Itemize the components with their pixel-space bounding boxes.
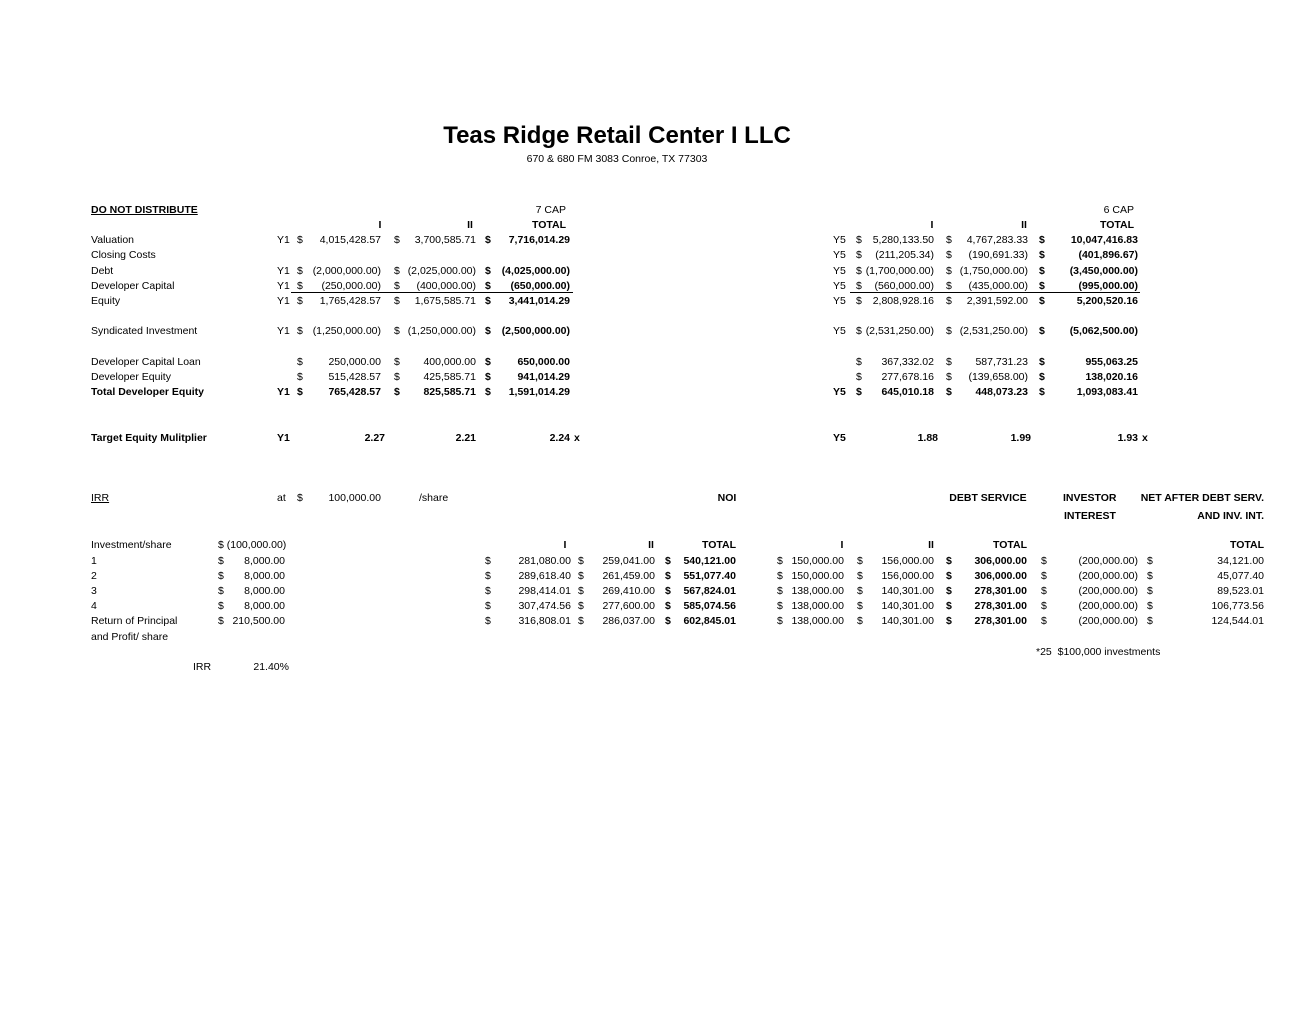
currency-sign: $ [946, 600, 952, 612]
valuation-right-i-value: 367,332.02 [881, 356, 934, 368]
currency-sign: $ [394, 356, 400, 368]
investor-interest-value: (200,000.00) [1078, 600, 1138, 612]
multiplier-left-i: 2.27 [364, 432, 385, 444]
currency-sign: $ [856, 371, 862, 383]
irr-result-label: IRR [193, 661, 212, 673]
valuation-left-ii-value: (2,025,000.00) [407, 265, 476, 277]
noi-col-header-total: TOTAL [701, 539, 736, 551]
valuation-row-label: Debt [91, 265, 114, 277]
subtotal-rule-left [291, 292, 573, 293]
multiplier-left-total: 2.24 [549, 432, 570, 444]
currency-sign: $ [856, 356, 862, 368]
noi-i-value: 281,080.00 [518, 555, 571, 567]
multiplier-label: Target Equity Mulitplier [91, 432, 207, 444]
debt-service-total-value: 278,301.00 [974, 585, 1027, 597]
net-header-line2: AND INV. INT. [1197, 510, 1264, 522]
currency-sign: $ [946, 234, 952, 246]
currency-sign: $ [578, 600, 584, 612]
multiplier-left-year: Y1 [277, 432, 290, 444]
currency-sign: $ [485, 234, 491, 246]
currency-sign: $ [665, 585, 671, 597]
cashflow-row-label: 3 [91, 585, 97, 597]
valuation-right-total-value: (995,000.00) [1078, 280, 1138, 292]
right-cap-rate: 6 CAP [1103, 204, 1134, 216]
currency-sign: $ [578, 555, 584, 567]
currency-sign: $ [485, 295, 491, 307]
valuation-left-year: Y1 [277, 234, 290, 246]
noi-ii-value: 259,041.00 [602, 555, 655, 567]
currency-sign: $ [394, 386, 400, 398]
valuation-right-total-value: 138,020.16 [1085, 371, 1138, 383]
valuation-right-total-value: 10,047,416.83 [1070, 234, 1138, 246]
currency-sign: $ [1039, 386, 1045, 398]
right-col-header-ii: II [1021, 219, 1027, 231]
debt-service-i-value: 150,000.00 [791, 555, 844, 567]
currency-sign: $ [856, 295, 862, 307]
currency-sign: $ [297, 234, 303, 246]
currency-sign: $ [665, 570, 671, 582]
investor-interest-value: (200,000.00) [1078, 570, 1138, 582]
investor-interest-header-line1: INVESTOR [1063, 492, 1117, 504]
currency-sign: $ [946, 585, 952, 597]
valuation-right-ii-value: 448,073.23 [975, 386, 1028, 398]
valuation-right-year: Y5 [833, 295, 846, 307]
valuation-left-total-value: 650,000.00 [517, 356, 570, 368]
currency-sign: $ [946, 325, 952, 337]
currency-sign: $ [578, 585, 584, 597]
currency-sign: $ [297, 295, 303, 307]
valuation-right-ii-value: (190,691.33) [968, 249, 1028, 261]
cashflow-row-label: Return of Principal [91, 615, 178, 627]
debt-service-ii-value: 156,000.00 [881, 570, 934, 582]
valuation-right-ii-value: (1,750,000.00) [959, 265, 1028, 277]
noi-col-header-i: I [563, 539, 567, 551]
currency-sign: $ [394, 295, 400, 307]
irr-result-value: 21.40% [253, 661, 289, 673]
currency-sign: $ [946, 386, 952, 398]
debt-service-total-value: 278,301.00 [974, 600, 1027, 612]
currency-sign: $ [777, 615, 783, 627]
multiplier-left-x: x [574, 432, 580, 444]
currency-sign: $ [946, 295, 952, 307]
currency-sign: $ [777, 585, 783, 597]
cashflow-per-share: 8,000.00 [244, 585, 285, 597]
debt-service-i-value: 150,000.00 [791, 570, 844, 582]
valuation-right-total-value: 955,063.25 [1085, 356, 1138, 368]
currency-sign: $ [485, 615, 491, 627]
investor-interest-value: (200,000.00) [1078, 555, 1138, 567]
currency-sign: $ [485, 356, 491, 368]
currency-sign: $ [1147, 615, 1153, 627]
irr-per-share-label: /share [419, 492, 449, 504]
currency-sign: $ [1147, 570, 1153, 582]
investment-per-share-label: Investment/share [91, 539, 172, 551]
valuation-right-ii-value: (435,000.00) [968, 280, 1028, 292]
currency-sign: $ [394, 280, 400, 292]
noi-i-value: 298,414.01 [518, 585, 571, 597]
noi-i-value: 307,474.56 [518, 600, 571, 612]
valuation-right-i-value: 2,808,928.16 [872, 295, 934, 307]
irr-section-label: IRR [91, 492, 110, 504]
valuation-left-year: Y1 [277, 325, 290, 337]
currency-sign: $ [777, 570, 783, 582]
investor-interest-header-line2: INTEREST [1064, 510, 1116, 522]
noi-ii-value: 277,600.00 [602, 600, 655, 612]
currency-sign: $ [297, 371, 303, 383]
left-col-header-i: I [378, 219, 382, 231]
valuation-row-label: Total Developer Equity [91, 386, 204, 398]
valuation-left-i-value: (250,000.00) [321, 280, 381, 292]
currency-sign: $ [777, 555, 783, 567]
currency-sign: $ [485, 371, 491, 383]
valuation-left-ii-value: 425,585.71 [423, 371, 476, 383]
currency-sign: $ [946, 280, 952, 292]
valuation-row-label: Syndicated Investment [91, 325, 198, 337]
valuation-left-year: Y1 [277, 280, 290, 292]
valuation-right-ii-value: 587,731.23 [975, 356, 1028, 368]
currency-sign: $ [485, 555, 491, 567]
valuation-left-ii-value: 1,675,585.71 [414, 295, 476, 307]
right-col-header-total: TOTAL [1099, 219, 1134, 231]
debt-service-total-value: 278,301.00 [974, 615, 1027, 627]
valuation-left-ii-value: (1,250,000.00) [407, 325, 476, 337]
multiplier-right-ii: 1.99 [1010, 432, 1031, 444]
return-label-line2: and Profit/ share [91, 631, 169, 643]
currency-sign: $ [485, 265, 491, 277]
net-after-debt-value: 124,544.01 [1211, 615, 1264, 627]
currency-sign: $ [1041, 615, 1047, 627]
valuation-left-ii-value: 400,000.00 [423, 356, 476, 368]
valuation-right-total-value: (5,062,500.00) [1069, 325, 1138, 337]
valuation-left-i-value: 4,015,428.57 [319, 234, 381, 246]
debt-service-i-value: 138,000.00 [791, 600, 844, 612]
currency-sign: $ [856, 265, 862, 277]
noi-col-header-ii: II [648, 539, 654, 551]
noi-ii-value: 261,459.00 [602, 570, 655, 582]
valuation-left-total-value: 7,716,014.29 [508, 234, 570, 246]
valuation-right-year: Y5 [833, 249, 846, 261]
valuation-right-year: Y5 [833, 325, 846, 337]
valuation-left-i-value: (1,250,000.00) [312, 325, 381, 337]
cashflow-per-share: 8,000.00 [244, 570, 285, 582]
valuation-right-total-value: 1,093,083.41 [1076, 386, 1138, 398]
valuation-left-i-value: 250,000.00 [328, 356, 381, 368]
currency-sign: $ [218, 585, 224, 597]
currency-sign: $ [1147, 600, 1153, 612]
valuation-right-i-value: 277,678.16 [881, 371, 934, 383]
valuation-right-total-value: (401,896.67) [1078, 249, 1138, 261]
valuation-right-year: Y5 [833, 386, 846, 398]
currency-sign: $ [946, 371, 952, 383]
currency-sign: $ [1039, 325, 1045, 337]
multiplier-right-year: Y5 [833, 432, 846, 444]
valuation-right-i-value: (2,531,250.00) [865, 325, 934, 337]
debt-service-header: DEBT SERVICE [949, 492, 1027, 504]
currency-sign: $ [665, 600, 671, 612]
valuation-right-ii-value: 2,391,592.00 [966, 295, 1028, 307]
valuation-right-year: Y5 [833, 234, 846, 246]
currency-sign: $ [485, 600, 491, 612]
noi-total-value: 551,077.40 [683, 570, 736, 582]
valuation-row-label: Equity [91, 295, 121, 307]
debt-service-ii-value: 140,301.00 [881, 585, 934, 597]
currency-sign: $ [1039, 234, 1045, 246]
distribution-notice: DO NOT DISTRIBUTE [91, 204, 198, 216]
currency-sign: $ [1039, 265, 1045, 277]
net-after-debt-value: 45,077.40 [1217, 570, 1264, 582]
currency-sign: $ [946, 265, 952, 277]
debt-service-ii-value: 156,000.00 [881, 555, 934, 567]
currency-sign: $ [1041, 585, 1047, 597]
valuation-right-year: Y5 [833, 280, 846, 292]
currency-sign: $ [1039, 280, 1045, 292]
currency-sign: $ [946, 570, 952, 582]
currency-sign: $ [1147, 585, 1153, 597]
left-cap-rate: 7 CAP [535, 204, 566, 216]
noi-ii-value: 269,410.00 [602, 585, 655, 597]
noi-total-value: 540,121.00 [683, 555, 736, 567]
currency-sign: $ [485, 570, 491, 582]
left-col-header-ii: II [467, 219, 473, 231]
currency-sign: $ [578, 615, 584, 627]
valuation-left-year: Y1 [277, 386, 290, 398]
left-col-header-total: TOTAL [531, 219, 566, 231]
currency-sign: $ [394, 265, 400, 277]
valuation-row-label: Developer Capital [91, 280, 175, 292]
valuation-right-year: Y5 [833, 265, 846, 277]
currency-sign: $ [1039, 295, 1045, 307]
noi-header: NOI [717, 492, 737, 504]
irr-dollar-sign: $ [297, 492, 303, 504]
currency-sign: $ [297, 325, 303, 337]
net-header-line1: NET AFTER DEBT SERV. [1140, 492, 1264, 504]
currency-sign: $ [1041, 555, 1047, 567]
currency-sign: $ [856, 249, 862, 261]
valuation-left-i-value: 515,428.57 [328, 371, 381, 383]
currency-sign: $ [297, 386, 303, 398]
valuation-left-total-value: (2,500,000.00) [501, 325, 570, 337]
currency-sign: $ [1041, 570, 1047, 582]
investment-footnote: *25 $100,000 investments [1036, 646, 1161, 658]
noi-total-value: 602,845.01 [683, 615, 736, 627]
noi-total-value: 567,824.01 [683, 585, 736, 597]
cashflow-per-share: 8,000.00 [244, 600, 285, 612]
currency-sign: $ [218, 615, 224, 627]
cashflow-per-share: 210,500.00 [232, 615, 285, 627]
currency-sign: $ [394, 234, 400, 246]
currency-sign: $ [218, 600, 224, 612]
cashflow-row-label: 4 [91, 600, 97, 612]
cashflow-per-share: 8,000.00 [244, 555, 285, 567]
ds-col-header-ii: II [928, 539, 934, 551]
valuation-left-ii-value: (400,000.00) [416, 280, 476, 292]
debt-service-i-value: 138,000.00 [791, 585, 844, 597]
ds-col-header-total: TOTAL [992, 539, 1027, 551]
currency-sign: $ [394, 325, 400, 337]
right-col-header-i: I [930, 219, 934, 231]
debt-service-ii-value: 140,301.00 [881, 600, 934, 612]
valuation-row-label: Developer Capital Loan [91, 356, 201, 368]
currency-sign: $ [1039, 249, 1045, 261]
cashflow-row-label: 1 [91, 555, 97, 567]
currency-sign: $ [856, 325, 862, 337]
ds-col-header-i: I [840, 539, 844, 551]
currency-sign: $ [857, 600, 863, 612]
valuation-left-total-value: (650,000.00) [510, 280, 570, 292]
valuation-left-ii-value: 825,585.71 [423, 386, 476, 398]
net-col-header-total: TOTAL [1229, 539, 1264, 551]
currency-sign: $ [946, 356, 952, 368]
valuation-right-ii-value: (2,531,250.00) [959, 325, 1028, 337]
currency-sign: $ [297, 356, 303, 368]
multiplier-left-ii: 2.21 [455, 432, 476, 444]
currency-sign: $ [857, 570, 863, 582]
valuation-row-label: Developer Equity [91, 371, 171, 383]
currency-sign: $ [578, 570, 584, 582]
valuation-row-label: Closing Costs [91, 249, 156, 261]
currency-sign: $ [946, 555, 952, 567]
currency-sign: $ [218, 570, 224, 582]
currency-sign: $ [1147, 555, 1153, 567]
valuation-row-label: Valuation [91, 234, 135, 246]
currency-sign: $ [218, 555, 224, 567]
valuation-left-total-value: 941,014.29 [517, 371, 570, 383]
valuation-right-i-value: 5,280,133.50 [872, 234, 934, 246]
currency-sign: $ [485, 325, 491, 337]
debt-service-ii-value: 140,301.00 [881, 615, 934, 627]
noi-i-value: 289,618.40 [518, 570, 571, 582]
multiplier-right-total: 1.93 [1117, 432, 1138, 444]
valuation-left-year: Y1 [277, 265, 290, 277]
net-after-debt-value: 34,121.00 [1217, 555, 1264, 567]
currency-sign: $ [857, 615, 863, 627]
valuation-left-total-value: 3,441,014.29 [508, 295, 570, 307]
valuation-left-total-value: 1,591,014.29 [508, 386, 570, 398]
net-after-debt-value: 89,523.01 [1217, 585, 1264, 597]
valuation-right-i-value: (1,700,000.00) [865, 265, 934, 277]
currency-sign: $ [1041, 600, 1047, 612]
currency-sign: $ [665, 615, 671, 627]
irr-share-price: 100,000.00 [328, 492, 381, 504]
valuation-left-ii-value: 3,700,585.71 [414, 234, 476, 246]
investment-per-share-value: $ (100,000.00) [218, 539, 287, 551]
cashflow-row-label: 2 [91, 570, 97, 582]
noi-i-value: 316,808.01 [518, 615, 571, 627]
currency-sign: $ [857, 555, 863, 567]
valuation-left-i-value: (2,000,000.00) [312, 265, 381, 277]
valuation-right-total-value: 5,200,520.16 [1076, 295, 1138, 307]
valuation-left-year: Y1 [277, 295, 290, 307]
valuation-left-i-value: 765,428.57 [328, 386, 381, 398]
currency-sign: $ [1039, 356, 1045, 368]
page-title: Teas Ridge Retail Center I LLC [443, 122, 791, 149]
valuation-right-i-value: (211,205.34) [875, 249, 934, 261]
net-after-debt-value: 106,773.56 [1211, 600, 1264, 612]
currency-sign: $ [394, 371, 400, 383]
valuation-left-i-value: 1,765,428.57 [319, 295, 381, 307]
currency-sign: $ [485, 386, 491, 398]
currency-sign: $ [857, 585, 863, 597]
irr-at-label: at [277, 492, 286, 504]
property-address: 670 & 680 FM 3083 Conroe, TX 77303 [526, 153, 708, 165]
currency-sign: $ [856, 280, 862, 292]
noi-ii-value: 286,037.00 [602, 615, 655, 627]
currency-sign: $ [1039, 371, 1045, 383]
multiplier-right-x: x [1142, 432, 1148, 444]
multiplier-right-i: 1.88 [917, 432, 938, 444]
subtotal-rule-right [850, 292, 1140, 293]
currency-sign: $ [297, 265, 303, 277]
valuation-left-total-value: (4,025,000.00) [501, 265, 570, 277]
valuation-right-i-value: 645,010.18 [881, 386, 934, 398]
currency-sign: $ [946, 249, 952, 261]
debt-service-i-value: 138,000.00 [791, 615, 844, 627]
currency-sign: $ [665, 555, 671, 567]
currency-sign: $ [297, 280, 303, 292]
noi-total-value: 585,074.56 [683, 600, 736, 612]
currency-sign: $ [485, 280, 491, 292]
currency-sign: $ [777, 600, 783, 612]
investor-interest-value: (200,000.00) [1078, 615, 1138, 627]
valuation-right-i-value: (560,000.00) [874, 280, 934, 292]
valuation-right-ii-value: 4,767,283.33 [966, 234, 1028, 246]
currency-sign: $ [856, 234, 862, 246]
debt-service-total-value: 306,000.00 [974, 570, 1027, 582]
debt-service-total-value: 306,000.00 [974, 555, 1027, 567]
currency-sign: $ [856, 386, 862, 398]
currency-sign: $ [946, 615, 952, 627]
valuation-right-total-value: (3,450,000.00) [1069, 265, 1138, 277]
investor-interest-value: (200,000.00) [1078, 585, 1138, 597]
valuation-right-ii-value: (139,658.00) [968, 371, 1028, 383]
currency-sign: $ [485, 585, 491, 597]
